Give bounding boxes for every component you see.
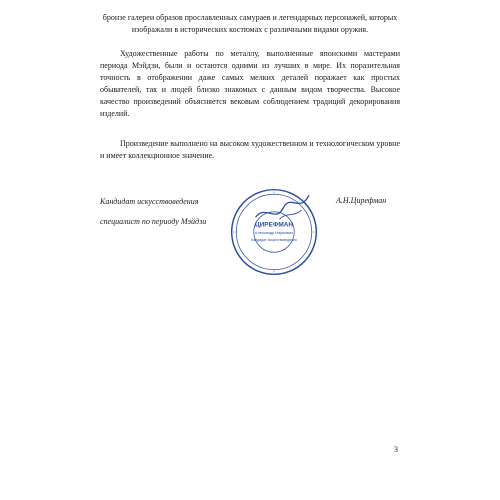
signatory-name: А.Н.Цирефман xyxy=(336,196,387,205)
paragraph-intro-continuation: бронзе галереи образов прославленных самураев и легендарных персонажей, которых изображали в исторических костюмах с различными видами оружия. xyxy=(102,13,398,34)
signature-title-block xyxy=(100,192,206,232)
signature-title-line-2: специалист по периоду Мэйдзи xyxy=(100,217,207,226)
page-number: 3 xyxy=(394,445,398,454)
official-stamp-icon xyxy=(228,186,320,278)
stamp-center-fullname: Александр Наумович xyxy=(254,230,294,235)
stamp-center-title: Кандидат искусствоведения xyxy=(251,238,297,243)
stamp-center-name: ЦИРЕФМАН xyxy=(254,221,294,229)
signature-title-line-1: Кандидат искусствоведения xyxy=(100,197,199,206)
paragraph-conclusion: Произведение выполнено на высоком художественном и технологическом уровне и имеет коллекционное значение. xyxy=(100,139,400,160)
paragraph-metalwork: Художественные работы по металлу, выполненные японскими мастерами периода Мэйдзи, были и остаются одними из лучших в мире. Их поразительная точность в отображении даже самых мелких деталей поражает как простых обывателей, так и людей близко знакомых с данным видом творчества. Высокое качество произведений объясняется вековым соблюдением традиций декорирования изделий. xyxy=(100,49,400,118)
